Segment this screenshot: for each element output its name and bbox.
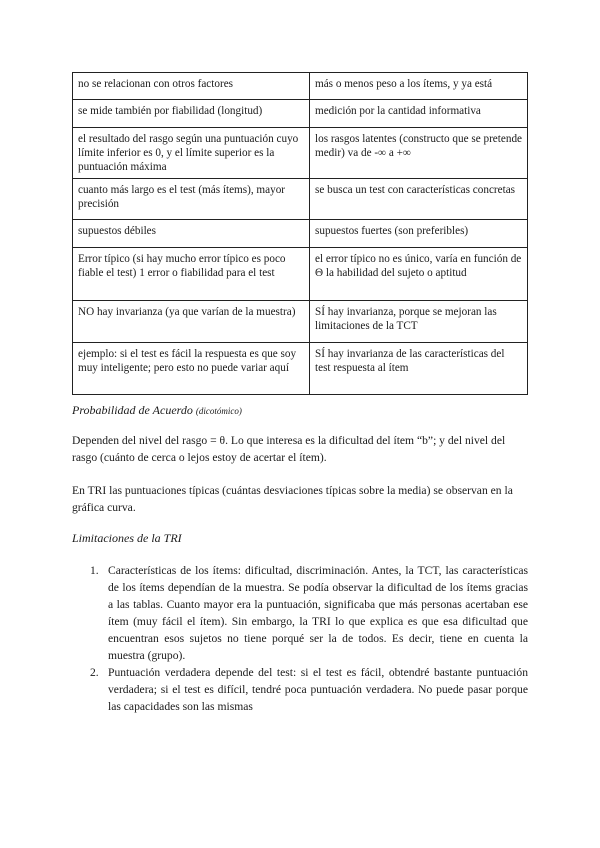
list-item-text: Características de los ítems: dificultad, discriminación. Antes, la TCT, las características de los ítems dependían de la muestra. Se podía observar la dificultad de los ítems gracias a las tablas. Cuanto mayor era la puntuación, significaba que más personas acertaban ese ítem (muy fácil el ítem). Sin embargo, la TRI lo que explica es que esa dificultad que encuentran esos sujetos no tiene porqué ser la de todos. Es decir, tiene en cuenta la muestra (grupo). [108,564,528,662]
table-cell-left: supuestos débiles [73,220,310,248]
table-row [73,128,528,179]
paragraph: En TRI las puntuaciones típicas (cuántas desviaciones típicas sobre la media) se observan en la gráfica curva. [72,484,513,514]
table-cell-right: supuestos fuertes (son preferibles) [310,220,528,248]
table-cell-left: NO hay invarianza (ya que varían de la muestra) [73,301,310,343]
table-cell-right: SÍ hay invarianza, porque se mejoran las limitaciones de la TCT [310,301,528,343]
table-row [73,220,528,248]
section-heading-limitaciones [72,531,182,546]
table-cell-left: Error típico (si hay mucho error típico es poco fiable el test) 1 error o fiabilidad para el test [73,248,310,301]
list-number: 1. [90,564,99,577]
section-title: Probabilidad de Acuerdo [72,403,193,417]
section-title: Limitaciones de la TRI [72,531,182,545]
table-cell-left: ejemplo: si el test es fácil la respuesta es que soy muy inteligente; pero esto no puede variar aquí [73,343,310,395]
list-number: 2. [90,666,99,679]
paragraph: Dependen del nivel del rasgo = θ. Lo que interesa es la dificultad del ítem “b”; y del nivel del rasgo (cuánto de cerca o lejos estoy de acertar el ítem). [72,434,506,464]
list-item [72,664,528,715]
section-heading-probabilidad [72,403,242,418]
table-cell-right: el error típico no es único, varía en función de Θ la habilidad del sujeto o aptitud [310,248,528,301]
table-row [73,100,528,128]
table-cell-right: más o menos peso a los ítems, y ya está [310,73,528,100]
table-row [73,301,528,343]
section-subtitle: (dicotómico) [195,406,242,416]
table-row [73,179,528,220]
table-cell-right: medición por la cantidad informativa [310,100,528,128]
limitations-list [72,562,528,715]
table-cell-right: los rasgos latentes (constructo que se pretende medir) va de -∞ a +∞ [310,128,528,179]
table-cell-left: se mide también por fiabilidad (longitud) [73,100,310,128]
table-cell-left: cuanto más largo es el test (más ítems), mayor precisión [73,179,310,220]
list-item [72,562,528,664]
table-row [73,343,528,395]
table-row [73,73,528,100]
table-cell-left: no se relacionan con otros factores [73,73,310,100]
table-cell-right: SÍ hay invarianza de las características del test respuesta al ítem [310,343,528,395]
list-item-text: Puntuación verdadera depende del test: si el test es fácil, obtendré bastante puntuación verdadera; si el test es difícil, tendré poca puntuación verdadera. No puede pasar porque las capacidades son las mismas [108,666,528,713]
comparison-table [72,72,528,395]
table-cell-left: el resultado del rasgo según una puntuación cuyo límite inferior es 0, y el límite superior es la puntuación máxima [73,128,310,179]
table-row [73,248,528,301]
table-cell-right: se busca un test con características concretas [310,179,528,220]
